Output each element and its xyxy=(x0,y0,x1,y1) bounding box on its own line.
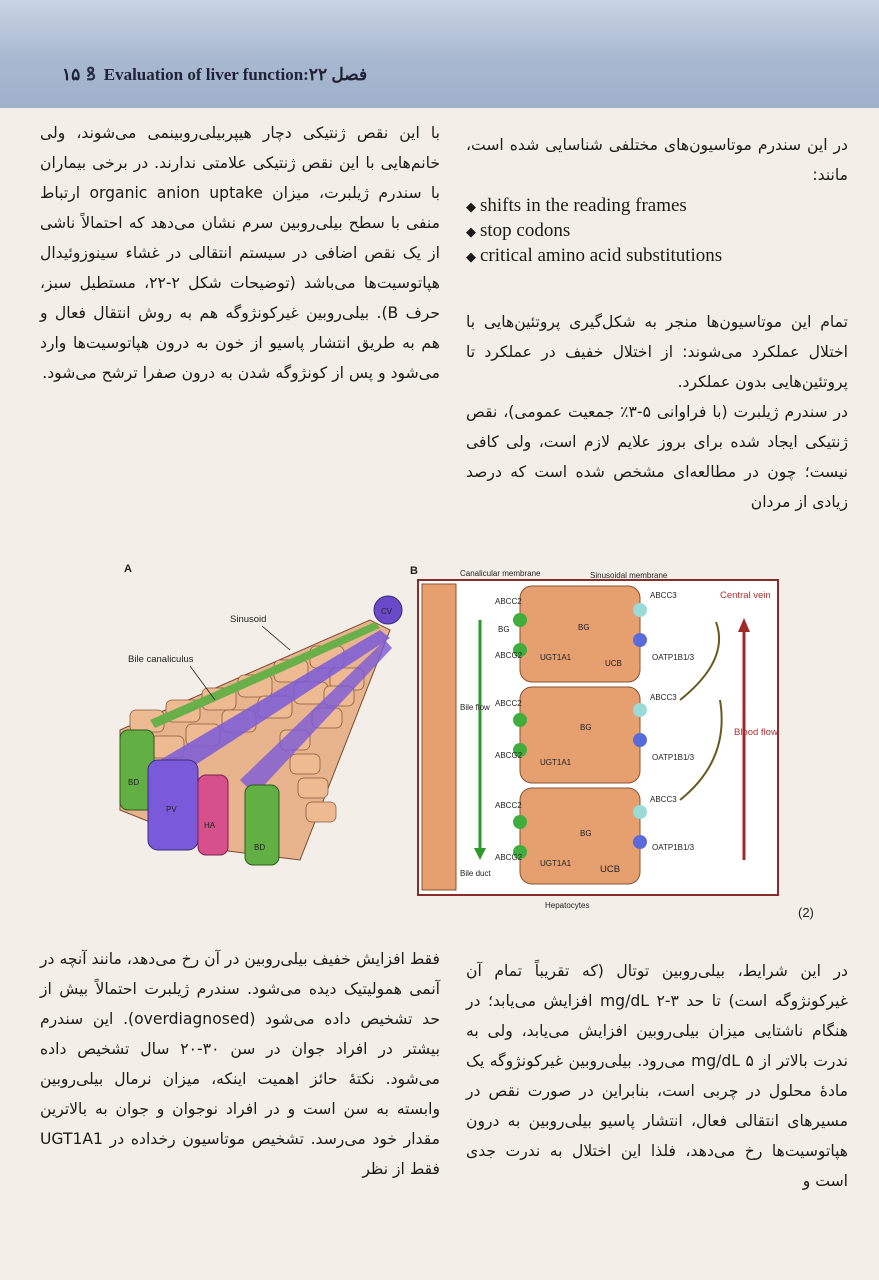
abcc3-label: ABCC3 xyxy=(650,591,677,600)
page-header xyxy=(0,0,879,108)
oatp-label: OATP1B1/3 xyxy=(652,843,695,852)
bg-label: BG xyxy=(580,723,592,732)
panel-a-label: A xyxy=(124,563,132,575)
ugt1a1-label: UGT1A1 xyxy=(540,758,572,767)
bile-flow-label: Bile flow xyxy=(460,703,490,712)
bile-duct-label: Bile duct xyxy=(460,869,491,878)
header-chapter: فصل ۲۲ xyxy=(308,65,368,84)
bd-label: BD xyxy=(128,778,140,787)
right-column-bottom xyxy=(466,956,848,1196)
header-title: Evaluation of liver function: xyxy=(103,65,309,84)
hepatocytes-label: Hepatocytes xyxy=(545,901,590,910)
ugt1a1-label: UGT1A1 xyxy=(540,653,572,662)
blood-flow-label: Blood flow xyxy=(734,727,778,738)
left-column-bottom xyxy=(40,944,440,1184)
bookmark-loop-icon: ꝸ xyxy=(86,64,96,84)
ugt1a1-label: UGT1A1 xyxy=(540,859,572,868)
cv-label: CV xyxy=(381,607,393,616)
oatp-label: OATP1B1/3 xyxy=(652,653,695,662)
list-item: ◆ shifts in the reading frames xyxy=(466,195,687,216)
canalicular-membrane-label: Canalicular membrane xyxy=(460,569,541,578)
figure-liver-anatomy xyxy=(40,560,840,930)
liver-lobule-illustration xyxy=(120,596,402,865)
abcc2-label: ABCC2 xyxy=(495,597,522,606)
ucb-label: UCB xyxy=(605,659,622,668)
left-column-top xyxy=(40,118,440,388)
abcc2-label: ABCC2 xyxy=(495,801,522,810)
abcg2-label: ABCG2 xyxy=(495,853,523,862)
bile-duct-cells xyxy=(422,584,456,890)
abcg2-label: ABCG2 xyxy=(495,751,523,760)
page-number: ۱۵ xyxy=(62,65,81,84)
abcc2-label: ABCC2 xyxy=(495,699,522,708)
bd-label: BD xyxy=(254,843,266,852)
abcc3-label: ABCC3 xyxy=(650,693,677,702)
pv-label: PV xyxy=(166,805,177,814)
figure-number: (2) xyxy=(798,905,814,920)
list-item: ◆ critical amino acid substitutions xyxy=(466,245,723,266)
bg-label: BG xyxy=(498,625,510,634)
paragraph: در سندرم ژیلبرت (با فراوانی ۵-۳٪ جمعیت عمومی)، نقص ژنتیکی ایجاد شده برای بروز علایم لازم است، ولی کافی نیست؛ چون در مطالعه‌ای مشخص شده است که درصد زیادی از مردان xyxy=(466,403,848,511)
sinusoid-label: Sinusoid xyxy=(230,614,267,625)
bg-label: BG xyxy=(580,829,592,838)
central-vein-label: Central vein xyxy=(720,590,771,601)
oatp-label: OATP1B1/3 xyxy=(652,753,695,762)
mutation-list xyxy=(466,194,848,269)
panel-b-label: B xyxy=(410,565,418,577)
bile-canaliculus-label: Bile canaliculus xyxy=(128,654,194,665)
paragraph: در این شرایط، بیلی‌روبین توتال (که تقریباً تمام آن غیرکونژوگه است) تا حد ۳-۲ mg/dL افزایش می‌یابد؛ در هنگام ناشتایی میزان بیلی‌روبین افزایش می‌یابد، ولی به ندرت بالاتر از ۵ mg/dL می‌رود. بیلی‌روبین غیرکونژوگه یک مادهٔ محلول در چربی است، بنابراین در صورت نقص در مسیرهای انتقالی فعال، انتشار پاسیو بیلی‌روبین به درون هپاتوسیت‌ها رخ می‌دهد، فلذا این اختلال به ندرت جدی است و xyxy=(466,962,848,1190)
header-line xyxy=(62,62,367,86)
bg-label: BG xyxy=(578,623,590,632)
paragraph: فقط افزایش خفیف بیلی‌روبین در آن رخ می‌دهد، مانند آنچه در آنمی همولیتیک دیده می‌شود. سندرم ژیلبرت احتمالاً بیش از حد تشخیص داده می‌شود (overdiagnosed). این سندرم بیشتر در افراد جوان در سن ۳۰-۲۰ سال تشخیص داده می‌شود. نکتهٔ حائز اهمیت اینکه، میزان نرمال بیلی‌روبین وابسته به سن است و در افراد نوجوان و جوان به بالاترین مقدار خود می‌رسد. تشخیص موتاسیون رخداده در UGT1A1 فقط از نظر xyxy=(40,950,440,1178)
paragraph: تمام این موتاسیون‌ها منجر به شکل‌گیری پروتئین‌هایی با اختلال عملکرد می‌شوند: از اختلال خفیف در عملکرد تا پروتئین‌هایی بدون عملکرد. xyxy=(466,313,848,391)
figure-svg xyxy=(40,560,840,930)
intro-paragraph: در این سندرم موتاسیون‌های مختلفی شناسایی شده است، مانند: xyxy=(466,136,848,184)
abcc3-label: ABCC3 xyxy=(650,795,677,804)
sinusoidal-membrane-label: Sinusoidal membrane xyxy=(590,571,668,580)
paragraph: با این نقص ژنتیکی دچار هیپربیلی‌روبینمی می‌شوند، ولی خانم‌هایی با این نقص ژنتیکی علامتی ندارند. در برخی بیماران با سندرم ژیلبرت، میزان organic anion uptake ارتباط منفی با سطح بیلی‌روبین سرم نشان می‌دهد که احتمالاً ناشی از یک نقص اضافی در سیستم انتقالی در غشاء سینوزوئیدال هپاتوسیت‌ها می‌باشد (توضیحات شکل ۲-۲۲، مستطیل سبز، حرف B). بیلی‌روبین غیرکونژوگه هم به روش انتقال فعال و هم به طریق انتشار پاسیو از خون به درون هپاتوسیت‌ها وارد می‌شود و پس از کونژوگه شدن به درون صفرا ترشح می‌شود. xyxy=(40,124,440,382)
list-item: ◆ stop codons xyxy=(466,220,571,241)
right-column-top xyxy=(466,130,848,517)
ucb-label: UCB xyxy=(600,864,621,875)
abcg2-label: ABCG2 xyxy=(495,651,523,660)
ha-label: HA xyxy=(204,821,216,830)
